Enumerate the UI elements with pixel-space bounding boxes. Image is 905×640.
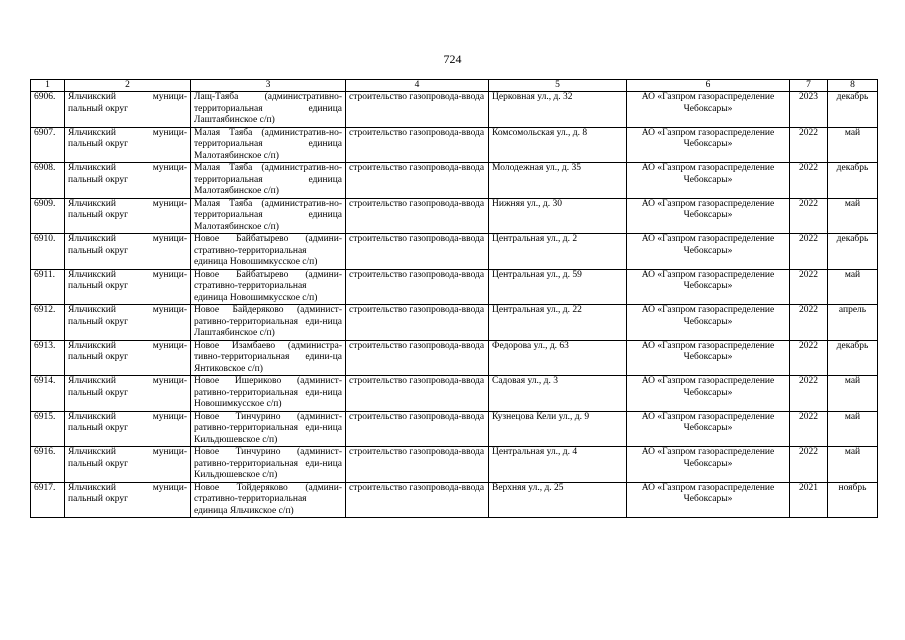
table-row [31,411,878,447]
year-cell: 2022 [790,163,828,199]
table-row [31,305,878,341]
settlement-cell: Новое Изамбаево (администра-тивно-территориальная едини-ца Янтиковское с/п) [191,340,346,376]
row-number-cell: 6916. [31,447,65,483]
gas-pipeline-registry-table [30,79,878,518]
settlement-cell: Малая Таяба (административ-но-территориальная единица Малотаябинское с/п) [191,198,346,234]
row-number-cell: 6912. [31,305,65,341]
address-cell: Федорова ул., д. 63 [489,340,627,376]
municipality-cell: Яльчикский муници-пальный округ [65,163,191,199]
month-cell: декабрь [828,234,878,270]
settlement-cell: Новое Байбатырево (админи-стративно-территориальная единица Новошимкусское с/п) [191,269,346,305]
page-number: 724 [443,52,462,66]
year-cell: 2022 [790,198,828,234]
address-cell: Кузнецова Кели ул., д. 9 [489,411,627,447]
table-row [31,92,878,128]
address-cell: Нижняя ул., д. 30 [489,198,627,234]
work-type-cell: строительство газопровода-ввода [346,447,489,483]
month-cell: май [828,198,878,234]
municipality-cell: Яльчикский муници-пальный округ [65,482,191,518]
month-cell: май [828,127,878,163]
month-cell: декабрь [828,92,878,128]
address-cell: Молодежная ул., д. 35 [489,163,627,199]
settlement-cell: Новое Байдеряково (админист-ративно-территориальная еди-ница Лаштаябинское с/п) [191,305,346,341]
table-row [31,376,878,412]
year-cell: 2022 [790,234,828,270]
address-cell: Садовая ул., д. 3 [489,376,627,412]
column-header: 4 [346,80,489,92]
month-cell: май [828,411,878,447]
settlement-cell: Новое Тойдеряково (админи-стративно-территориальная единица Яльчикское с/п) [191,482,346,518]
work-type-cell: строительство газопровода-ввода [346,234,489,270]
settlement-cell: Малая Таяба (административ-но-территориальная единица Малотаябинское с/п) [191,163,346,199]
row-number-cell: 6908. [31,163,65,199]
column-header: 8 [828,80,878,92]
contractor-cell: АО «Газпром газораспределение Чебоксары» [627,411,790,447]
table-body [31,92,878,518]
column-header: 7 [790,80,828,92]
column-header: 2 [65,80,191,92]
table-row [31,482,878,518]
table-row [31,198,878,234]
row-number-cell: 6911. [31,269,65,305]
contractor-cell: АО «Газпром газораспределение Чебоксары» [627,269,790,305]
municipality-cell: Яльчикский муници-пальный округ [65,127,191,163]
municipality-cell: Яльчикский муници-пальный округ [65,234,191,270]
work-type-cell: строительство газопровода-ввода [346,340,489,376]
municipality-cell: Яльчикский муници-пальный округ [65,447,191,483]
work-type-cell: строительство газопровода-ввода [346,92,489,128]
work-type-cell: строительство газопровода-ввода [346,127,489,163]
year-cell: 2022 [790,269,828,305]
municipality-cell: Яльчикский муници-пальный округ [65,376,191,412]
work-type-cell: строительство газопровода-ввода [346,376,489,412]
column-header: 5 [489,80,627,92]
year-cell: 2022 [790,447,828,483]
column-header: 6 [627,80,790,92]
settlement-cell: Новое Тинчурино (админист-ративно-территориальная еди-ница Кильдюшевское с/п) [191,447,346,483]
month-cell: декабрь [828,163,878,199]
work-type-cell: строительство газопровода-ввода [346,482,489,518]
table-row [31,127,878,163]
municipality-cell: Яльчикский муници-пальный округ [65,411,191,447]
settlement-cell: Новое Ишериково (админист-ративно-территориальная еди-ница Новошимкусское с/п) [191,376,346,412]
table-row [31,447,878,483]
contractor-cell: АО «Газпром газораспределение Чебоксары» [627,305,790,341]
contractor-cell: АО «Газпром газораспределение Чебоксары» [627,127,790,163]
column-header: 1 [31,80,65,92]
row-number-cell: 6907. [31,127,65,163]
month-cell: май [828,376,878,412]
year-cell: 2022 [790,340,828,376]
address-cell: Центральная ул., д. 4 [489,447,627,483]
month-cell: декабрь [828,340,878,376]
settlement-cell: Новое Тинчурино (админист-ративно-территориальная еди-ница Кильдюшевское с/п) [191,411,346,447]
year-cell: 2021 [790,482,828,518]
row-number-cell: 6917. [31,482,65,518]
table-row [31,340,878,376]
contractor-cell: АО «Газпром газораспределение Чебоксары» [627,163,790,199]
table-row [31,163,878,199]
contractor-cell: АО «Газпром газораспределение Чебоксары» [627,447,790,483]
municipality-cell: Яльчикский муници-пальный округ [65,340,191,376]
year-cell: 2022 [790,411,828,447]
row-number-cell: 6913. [31,340,65,376]
contractor-cell: АО «Газпром газораспределение Чебоксары» [627,234,790,270]
year-cell: 2023 [790,92,828,128]
table-header-row [31,80,878,92]
month-cell: ноябрь [828,482,878,518]
municipality-cell: Яльчикский муници-пальный округ [65,198,191,234]
address-cell: Комсомольская ул., д. 8 [489,127,627,163]
year-cell: 2022 [790,376,828,412]
month-cell: май [828,269,878,305]
address-cell: Центральная ул., д. 22 [489,305,627,341]
municipality-cell: Яльчикский муници-пальный округ [65,92,191,128]
year-cell: 2022 [790,127,828,163]
work-type-cell: строительство газопровода-ввода [346,269,489,305]
municipality-cell: Яльчикский муници-пальный округ [65,269,191,305]
address-cell: Центральная ул., д. 59 [489,269,627,305]
contractor-cell: АО «Газпром газораспределение Чебоксары» [627,340,790,376]
year-cell: 2022 [790,305,828,341]
contractor-cell: АО «Газпром газораспределение Чебоксары» [627,482,790,518]
municipality-cell: Яльчикский муници-пальный округ [65,305,191,341]
work-type-cell: строительство газопровода-ввода [346,198,489,234]
row-number-cell: 6909. [31,198,65,234]
contractor-cell: АО «Газпром газораспределение Чебоксары» [627,376,790,412]
row-number-cell: 6910. [31,234,65,270]
address-cell: Церковная ул., д. 32 [489,92,627,128]
table-row [31,269,878,305]
settlement-cell: Лащ-Таяба (административно-территориальная единица Лаштаябинское с/п) [191,92,346,128]
row-number-cell: 6915. [31,411,65,447]
month-cell: май [828,447,878,483]
address-cell: Верхняя ул., д. 25 [489,482,627,518]
settlement-cell: Новое Байбатырево (админи-стративно-территориальная единица Новошимкусское с/п) [191,234,346,270]
work-type-cell: строительство газопровода-ввода [346,305,489,341]
work-type-cell: строительство газопровода-ввода [346,411,489,447]
settlement-cell: Малая Таяба (административ-но-территориальная единица Малотаябинское с/п) [191,127,346,163]
contractor-cell: АО «Газпром газораспределение Чебоксары» [627,92,790,128]
table-row [31,234,878,270]
row-number-cell: 6914. [31,376,65,412]
work-type-cell: строительство газопровода-ввода [346,163,489,199]
contractor-cell: АО «Газпром газораспределение Чебоксары» [627,198,790,234]
row-number-cell: 6906. [31,92,65,128]
address-cell: Центральная ул., д. 2 [489,234,627,270]
column-header: 3 [191,80,346,92]
month-cell: апрель [828,305,878,341]
